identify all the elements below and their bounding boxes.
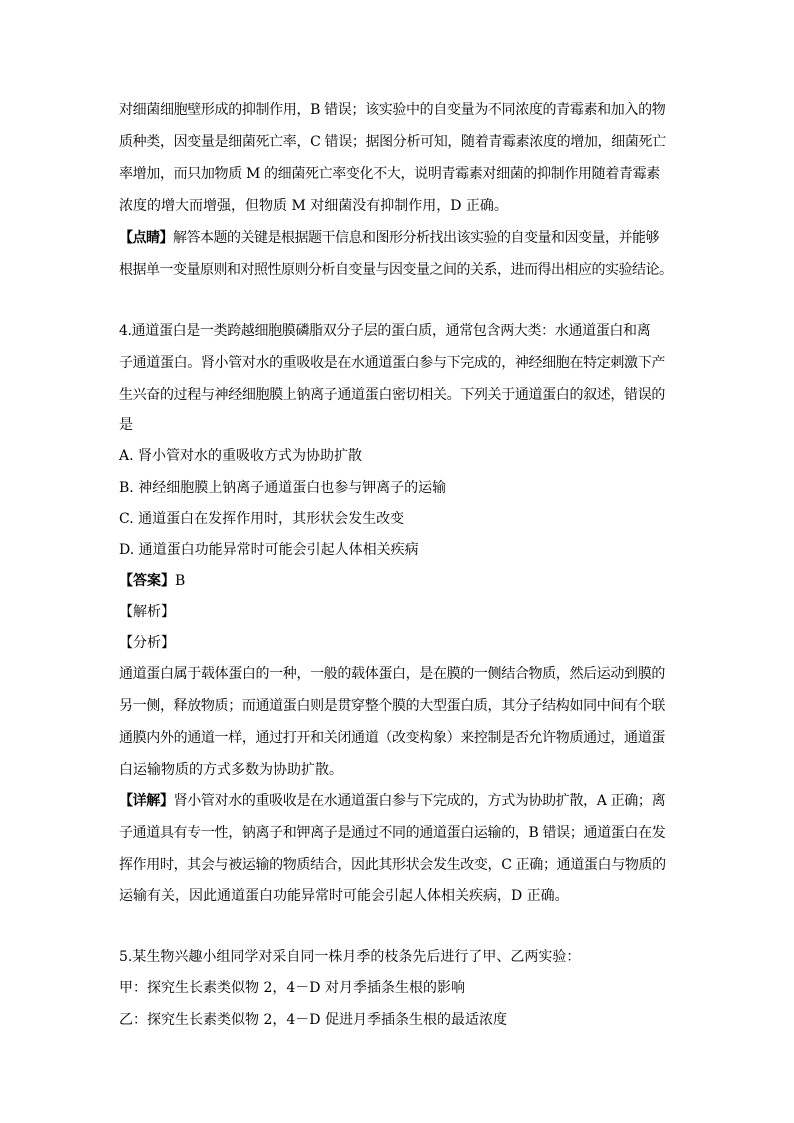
- q4-detail-line-2: 子通道具有专一性，钠离子和钾离子是通过不同的通道蛋白运输的，B 错误；通道蛋白在发: [119, 825, 666, 841]
- q5-stem-line-2: 甲：探究生长素类似物 2，4－D 对月季插条生根的影响: [119, 980, 465, 996]
- q4-stem-line-3: 生兴奋的过程与神经细胞膜上钠离子通道蛋白密切相关。下列关于通道蛋白的叙述，错误的: [119, 387, 665, 403]
- q5-stem-line-1: 5.某生物兴趣小组同学对采自同一株月季的枝条先后进行了甲、乙两实验：: [119, 949, 581, 965]
- q4-detail-line-4: 运输有关，因此通道蛋白功能异常时可能会引起人体相关疾病，D 正确。: [119, 888, 569, 904]
- q4-answer-line: [119, 572, 689, 590]
- q4-option-c: C. 通道蛋白在发挥作用时，其形状会发生改变: [119, 511, 405, 527]
- answer-value: B: [175, 573, 186, 589]
- q4-detail-line-1: [119, 792, 689, 810]
- q4-option-d: D. 通道蛋白功能异常时可能会引起人体相关疾病: [119, 542, 419, 558]
- q4-option-a: A. 肾小管对水的重吸收方式为协助扩散: [119, 448, 363, 464]
- answer-tag: 【答案】: [119, 573, 175, 589]
- q4-stem-line-2: 子通道蛋白。肾小管对水的重吸收是在水通道蛋白参与下完成的，神经细胞在特定刺激下产: [119, 355, 665, 371]
- q3-comment-line-1: [119, 229, 689, 247]
- comment-text-1: 解答本题的关键是根据题干信息和图形分析找出该实验的自变量和因变量，并能够: [173, 230, 659, 246]
- q5-stem-line-3: 乙：探究生长素类似物 2，4－D 促进月季插条生根的最适浓度: [119, 1012, 507, 1028]
- q4-fenxi-line-2: 另一侧，释放物质；而通道蛋白则是贯穿整个膜的大型蛋白质，其分子结构如同中间有个联: [119, 698, 665, 714]
- q3-explanation-line-1: 对细菌细胞壁形成的抑制作用，B 错误；该实验中的自变量为不同浓度的青霉素和加入的物: [119, 102, 666, 118]
- q3-explanation-line-3: 率增加，而只加物质 M 的细菌死亡率变化不大，说明青霉素对细菌的抑制作用随着青霉素: [119, 166, 660, 182]
- q4-fenxi-line-4: 白运输物质的方式多数为协助扩散。: [119, 762, 343, 778]
- q4-fenxi-tag: 【分析】: [119, 635, 175, 651]
- q4-analysis-tag: 【解析】: [119, 604, 175, 620]
- comment-tag: 【点睛】: [119, 230, 173, 246]
- q4-fenxi-line-1: 通道蛋白属于载体蛋白的一种，一般的载体蛋白，是在膜的一侧结合物质，然后运动到膜的: [119, 666, 665, 682]
- q3-explanation-line-4: 浓度的增大而增强，但物质 M 对细菌没有抑制作用，D 正确。: [119, 198, 508, 214]
- detail-tag: 【详解】: [119, 793, 174, 809]
- detail-text-1: 肾小管对水的重吸收是在水通道蛋白参与下完成的，方式为协助扩散，A 正确；离: [173, 793, 666, 809]
- q4-option-b: B. 神经细胞膜上钠离子通道蛋白也参与钾离子的运输: [119, 480, 447, 496]
- q4-fenxi-line-3: 通膜内外的通道一样，通过打开和关闭通道（改变构象）来控制是否允许物质通过，通道蛋: [119, 730, 665, 746]
- q4-stem-line-1: 4.通道蛋白是一类跨越细胞膜磷脂双分子层的蛋白质，通常包含两大类：水通道蛋白和离: [119, 323, 651, 339]
- q3-explanation-line-2: 质种类，因变量是细菌死亡率，C 错误；据图分析可知，随着青霉素浓度的增加，细菌死亡: [119, 134, 666, 150]
- q4-detail-line-3: 挥作用时，其会与被运输的物质结合，因此其形状会发生改变，C 正确；通道蛋白与物质的: [119, 857, 666, 873]
- q3-comment-line-2: 根据单一变量原则和对照性原则分析自变量与因变量之间的关系，进而得出相应的实验结论。: [119, 262, 673, 278]
- q4-stem-line-4: 是: [119, 417, 133, 433]
